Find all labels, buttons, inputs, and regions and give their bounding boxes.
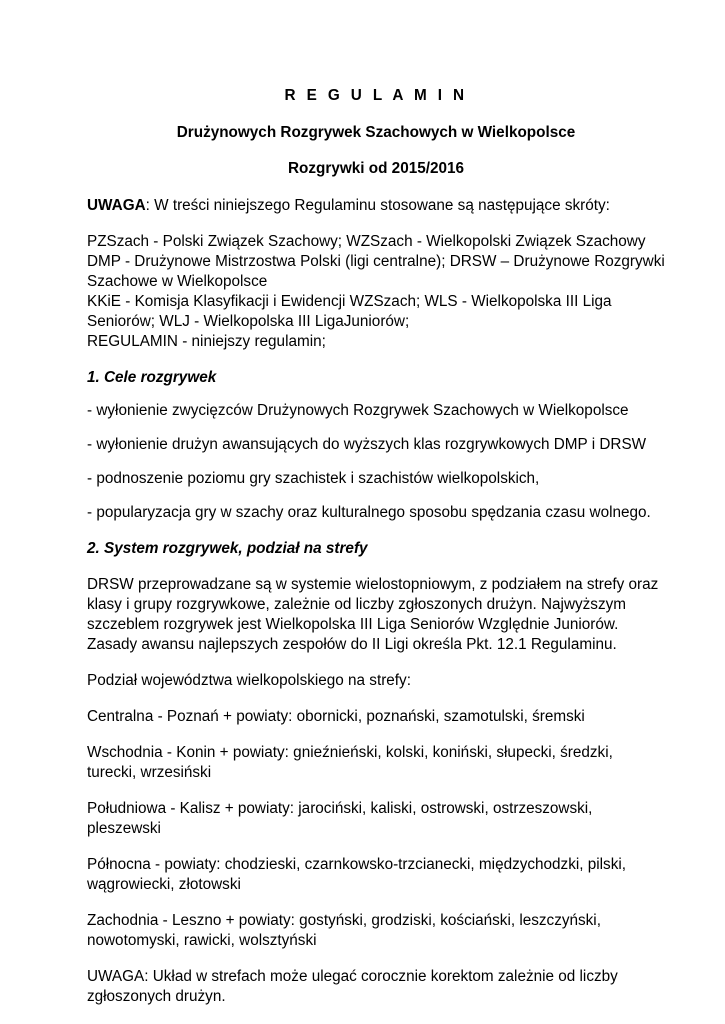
note-line: UWAGA: Układ w strefach może ulegać corocznie korektom zależnie od liczby xyxy=(87,968,618,985)
paragraph-line: DRSW przeprowadzane są w systemie wielostopniowym, z podziałem na strefy oraz xyxy=(87,576,659,593)
zone-east xyxy=(87,743,665,783)
abbreviation-line: PZSzach - Polski Związek Szachowy; WZSzach - Wielkopolski Związek Szachowy xyxy=(87,233,646,250)
uwaga-text: : W treści niniejszego Regulaminu stosowane są następujące skróty: xyxy=(145,197,610,214)
system-description xyxy=(87,575,665,655)
abbreviation-line: KKiE - Komisja Klasyfikacji i Ewidencji WZSzach; WLS - Wielkopolska III Liga xyxy=(87,293,612,310)
note-line: zgłoszonych drużyn. xyxy=(87,988,226,1005)
zones-intro: Podział województwa wielkopolskiego na strefy: xyxy=(87,672,411,689)
goal-item: - wyłonienie drużyn awansujących do wyższych klas rozgrywkowych DMP i DRSW xyxy=(87,436,647,453)
paragraph-line: klasy i grupy rozgrywkowe, zależnie od liczby zgłoszonych drużyn. Najwyższym xyxy=(87,596,626,613)
zone-line: Centralna - Poznań + powiaty: obornicki, poznański, szamotulski, śremski xyxy=(87,708,585,725)
zone-line: Południowa - Kalisz + powiaty: jarociński, kaliski, ostrowski, ostrzeszowski, xyxy=(87,800,593,817)
section-heading-system: 2. System rozgrywek, podział na strefy xyxy=(87,540,368,557)
zone-line: pleszewski xyxy=(87,820,161,837)
zone-central xyxy=(87,707,665,727)
document-title: R E G U L A M I N xyxy=(284,87,468,104)
zone-line: Wschodnia - Konin + powiaty: gnieźnieński, kolski, koniński, słupecki, średzki, xyxy=(87,744,613,761)
zone-south xyxy=(87,799,665,839)
abbreviation-line: Seniorów; WLJ - Wielkopolska III LigaJuniorów; xyxy=(87,313,410,330)
section-heading-goals: 1. Cele rozgrywek xyxy=(87,369,217,386)
zone-line: Północna - powiaty: chodzieski, czarnkowsko-trzcianecki, międzychodzki, pilski, xyxy=(87,856,626,873)
zone-west xyxy=(87,911,665,951)
goal-item: - podnoszenie poziomu gry szachistek i szachistów wielkopolskich, xyxy=(87,470,540,487)
zone-line: nowotomyski, rawicki, wolsztyński xyxy=(87,932,317,949)
abbreviation-line: Szachowe w Wielkopolsce xyxy=(87,273,268,290)
abbreviation-line: DMP - Drużynowe Mistrzostwa Polski (ligi centralne); DRSW – Drużynowe Rozgrywki xyxy=(87,253,665,270)
zone-line: wągrowiecki, złotowski xyxy=(87,876,241,893)
goal-item: - wyłonienie zwycięzców Drużynowych Rozgrywek Szachowych w Wielkopolsce xyxy=(87,402,629,419)
paragraph-line: Zasady awansu najlepszych zespołów do II Ligi określa Pkt. 12.1 Regulaminu. xyxy=(87,636,617,653)
uwaga-label: UWAGA xyxy=(87,197,146,214)
document-season: Rozgrywki od 2015/2016 xyxy=(288,160,464,177)
abbreviation-line: REGULAMIN - niniejszy regulamin; xyxy=(87,333,326,350)
paragraph-line: szczeblem rozgrywek jest Wielkopolska III Liga Seniorów Względnie Juniorów. xyxy=(87,616,619,633)
zone-north xyxy=(87,855,665,895)
zones-note xyxy=(87,967,665,1007)
abbreviations-intro xyxy=(87,196,665,216)
goal-item: - popularyzacja gry w szachy oraz kulturalnego sposobu spędzania czasu wolnego. xyxy=(87,504,651,521)
document-subtitle: Drużynowych Rozgrywek Szachowych w Wielkopolsce xyxy=(176,124,576,141)
abbreviations-list xyxy=(87,232,665,352)
zone-line: Zachodnia - Leszno + powiaty: gostyński, grodziski, kościański, leszczyński, xyxy=(87,912,601,929)
zone-line: turecki, wrzesiński xyxy=(87,764,212,781)
